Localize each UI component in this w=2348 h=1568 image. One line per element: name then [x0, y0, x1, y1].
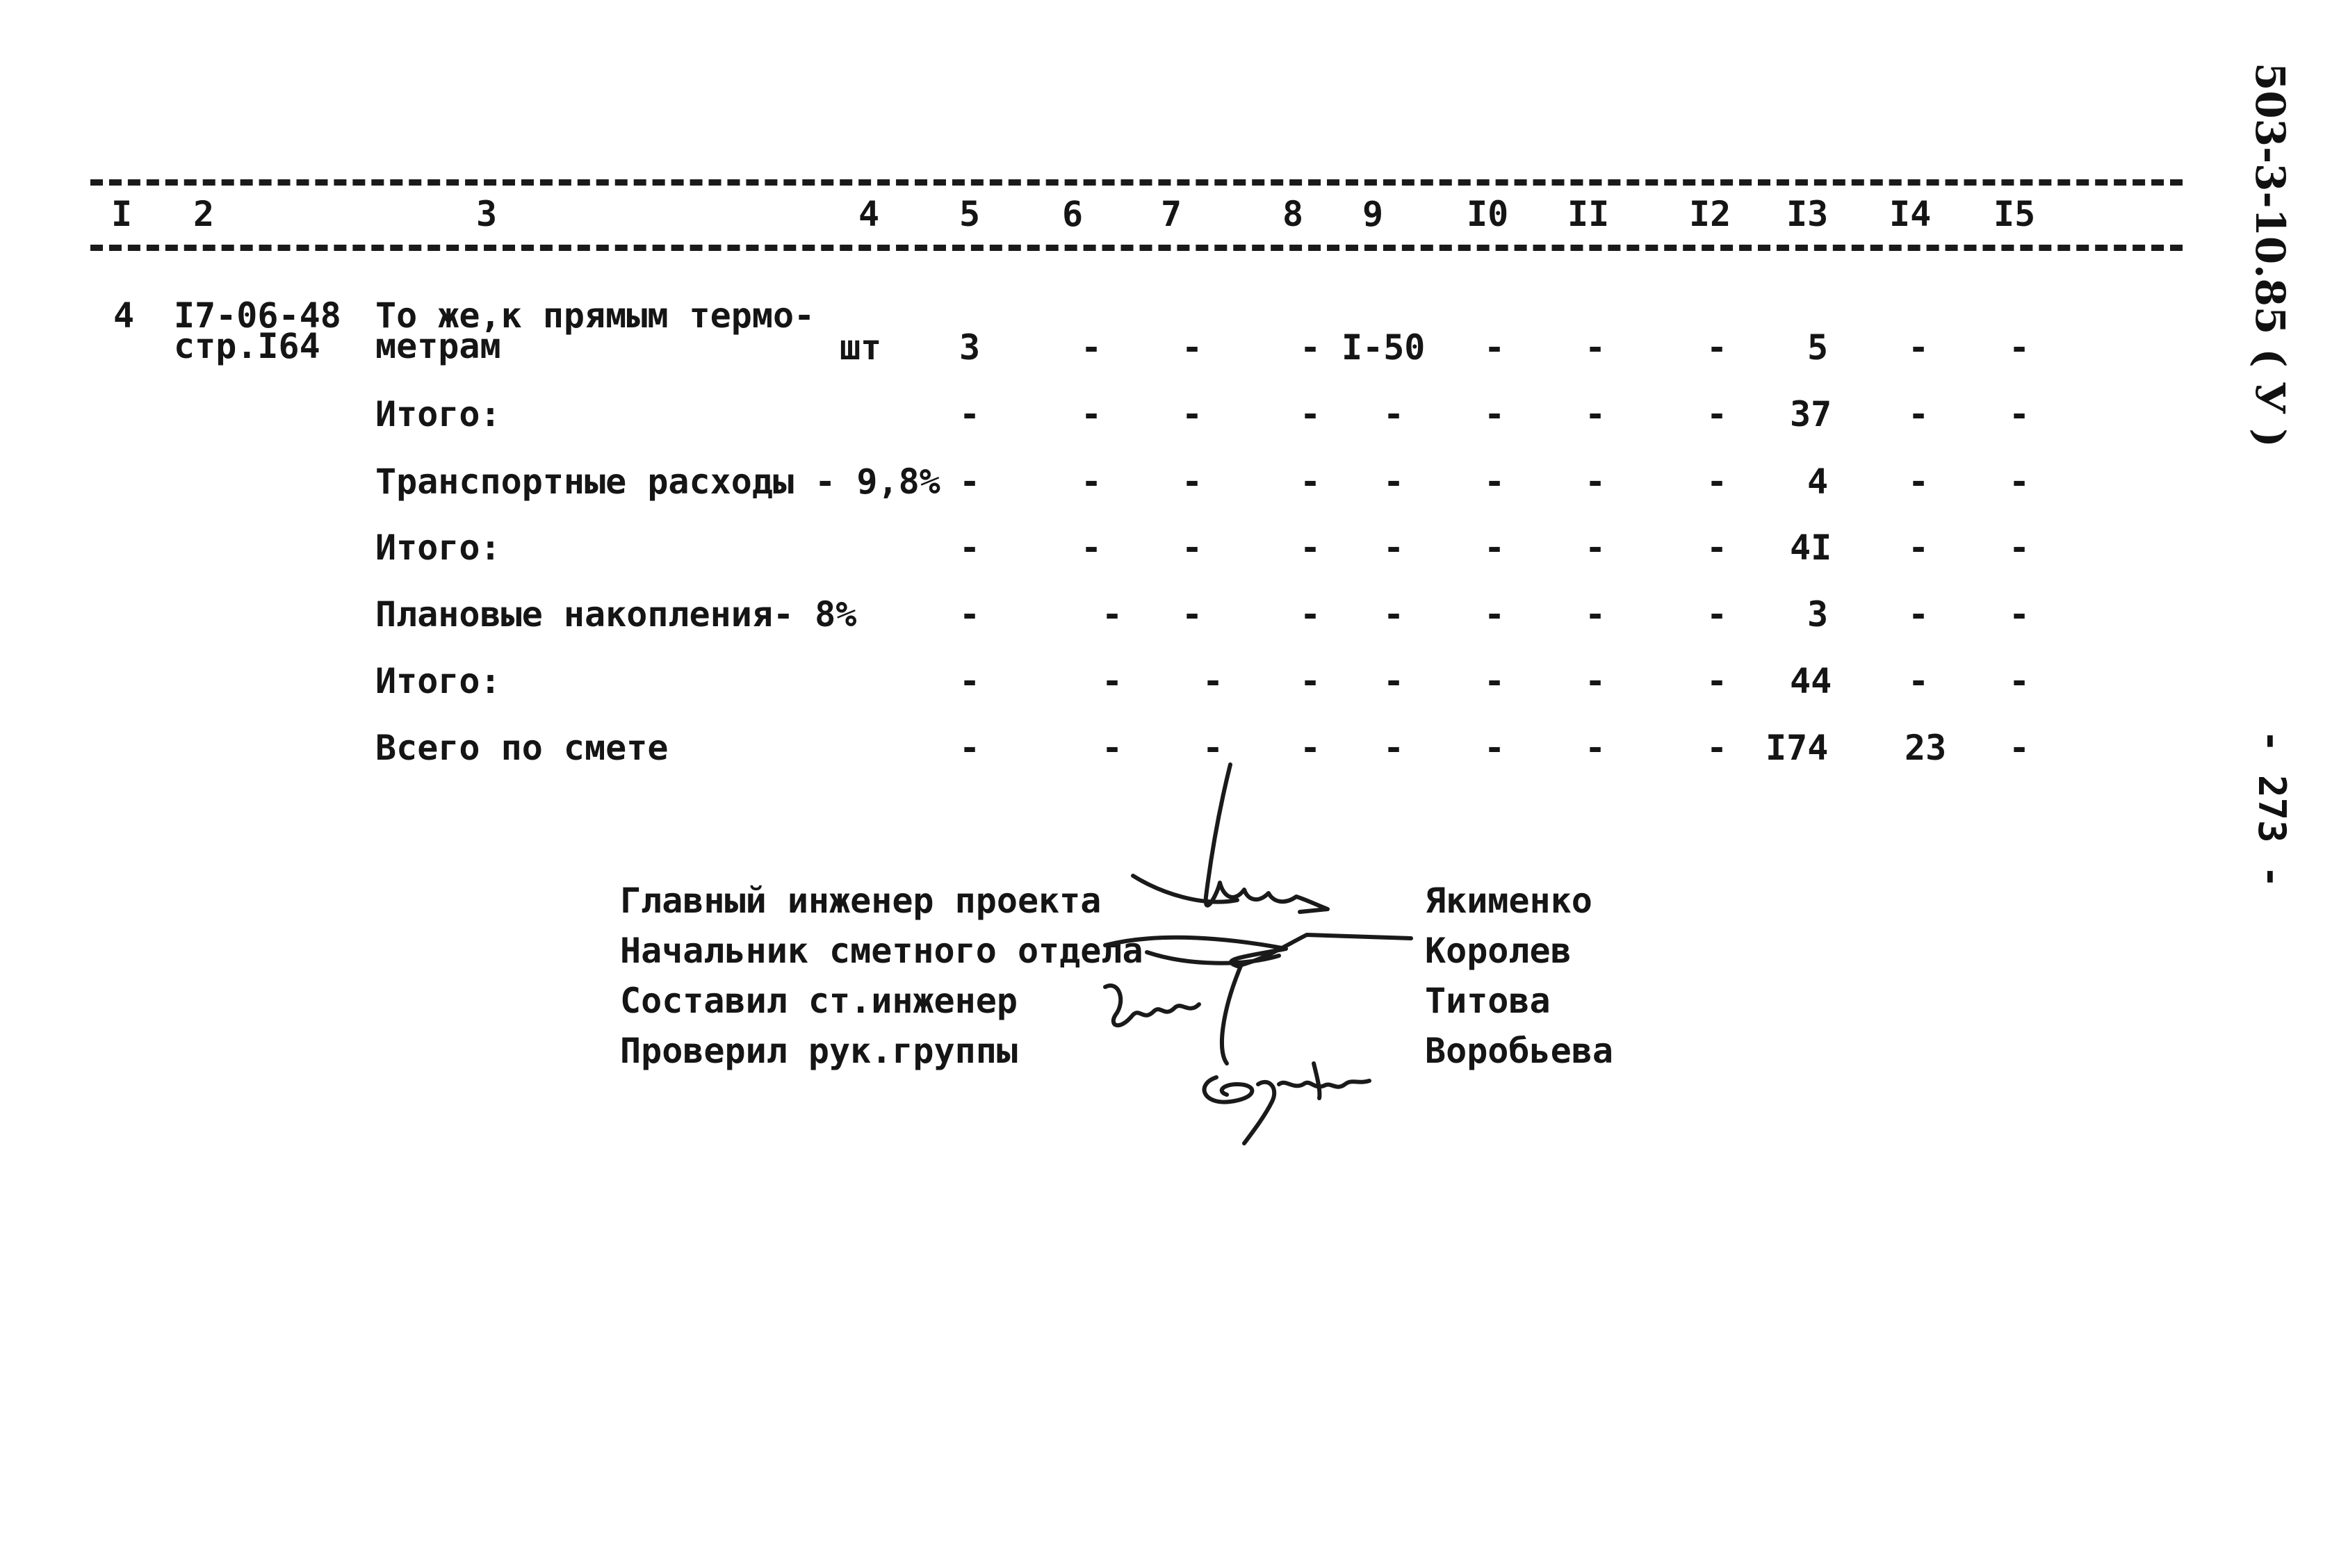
row-c10: - [1484, 661, 1506, 701]
header-col-12: I2 [1689, 194, 1731, 234]
header-col-11: II [1567, 194, 1610, 234]
row-c11: - [1585, 462, 1606, 502]
row-c7: - [1202, 661, 1224, 701]
item-c8: - [1300, 327, 1321, 368]
row-c12: - [1706, 528, 1728, 568]
signature-name: Титова [1425, 981, 1551, 1021]
signature-role: Главный инженер проекта [620, 881, 1102, 921]
row-c11: - [1585, 728, 1606, 768]
item-c7: - [1182, 327, 1203, 368]
item-c14: - [1908, 327, 1930, 368]
row-c14: 23 [1905, 728, 1947, 768]
page-number: - 273 - [2250, 730, 2294, 888]
row-c6: - [1081, 394, 1102, 434]
row-c9: - [1383, 594, 1405, 635]
signature-name: Королев [1425, 931, 1572, 971]
row-c9: - [1383, 728, 1405, 768]
row-c11: - [1585, 528, 1606, 568]
header-bottom-rule [90, 245, 2183, 251]
row-c13: 44 [1790, 661, 1832, 701]
row-c10: - [1484, 528, 1506, 568]
item-c11: - [1585, 327, 1606, 368]
item-c9: I-50 [1342, 327, 1426, 368]
row-c8: - [1300, 528, 1321, 568]
row-c6: - [1102, 594, 1123, 635]
row-c15: - [2009, 594, 2030, 635]
header-col-13: I3 [1786, 194, 1829, 234]
row-c5: - [959, 528, 981, 568]
row-c5: - [959, 728, 981, 768]
row-c10: - [1484, 462, 1506, 502]
row-c14: - [1908, 462, 1930, 502]
row-c12: - [1706, 661, 1728, 701]
row-c13: 37 [1790, 394, 1832, 434]
signature-role: Составил ст.инженер [620, 981, 1018, 1021]
item-c5: 3 [959, 327, 981, 368]
header-col-4: 4 [858, 194, 880, 234]
header-col-6: 6 [1062, 194, 1084, 234]
row-label: Плановые накопления- 8% [375, 594, 857, 635]
header-top-rule [90, 179, 2183, 186]
row-c9: - [1383, 462, 1405, 502]
row-c13: 3 [1807, 594, 1829, 635]
row-c7: - [1182, 528, 1203, 568]
header-col-2: 2 [193, 194, 215, 234]
row-c12: - [1706, 394, 1728, 434]
row-c15: - [2009, 728, 2030, 768]
header-col-14: I4 [1889, 194, 1932, 234]
row-c15: - [2009, 661, 2030, 701]
row-c5: - [959, 594, 981, 635]
item-page-ref: стр.I64 [174, 326, 320, 366]
header-col-8: 8 [1282, 194, 1304, 234]
row-c7: - [1202, 728, 1224, 768]
signature-role: Начальник сметного отдела [620, 931, 1143, 971]
row-c6: - [1081, 462, 1102, 502]
signature-role: Проверил рук.группы [620, 1031, 1018, 1071]
header-col-3: 3 [476, 194, 498, 234]
row-c8: - [1300, 594, 1321, 635]
row-c11: - [1585, 594, 1606, 635]
row-c15: - [2009, 528, 2030, 568]
row-c10: - [1484, 394, 1506, 434]
row-c7: - [1182, 594, 1203, 635]
row-c6: - [1102, 728, 1123, 768]
row-label: Итого: [375, 394, 501, 434]
row-c5: - [959, 462, 981, 502]
row-c5: - [959, 394, 981, 434]
item-code: I7-06-48 [174, 295, 341, 336]
row-c10: - [1484, 594, 1506, 635]
header-col-9: 9 [1362, 194, 1384, 234]
row-c8: - [1300, 462, 1321, 502]
row-c12: - [1706, 594, 1728, 635]
row-c10: - [1484, 728, 1506, 768]
row-c8: - [1300, 394, 1321, 434]
header-col-15: I5 [1994, 194, 2036, 234]
row-c14: - [1908, 528, 1930, 568]
row-c7: - [1182, 462, 1203, 502]
row-c15: - [2009, 462, 2030, 502]
row-c13: 4I [1790, 528, 1832, 568]
row-c8: - [1300, 728, 1321, 768]
item-description-cont: метрам [375, 326, 501, 366]
row-c9: - [1383, 661, 1405, 701]
row-c8: - [1300, 661, 1321, 701]
row-c5: - [959, 661, 981, 701]
row-c15: - [2009, 394, 2030, 434]
row-label: Итого: [375, 528, 501, 568]
signature-name: Якименко [1425, 881, 1592, 921]
header-col-7: 7 [1161, 194, 1182, 234]
row-c13: 4 [1807, 462, 1829, 502]
row-c12: - [1706, 462, 1728, 502]
row-c9: - [1383, 394, 1405, 434]
item-unit: шт [840, 327, 882, 368]
item-c6: - [1081, 327, 1102, 368]
row-c14: - [1908, 661, 1930, 701]
signature-name: Воробьева [1425, 1031, 1613, 1071]
header-col-5: 5 [959, 194, 981, 234]
row-label: Всего по смете [375, 728, 669, 768]
row-c13: I74 [1766, 728, 1829, 768]
row-c14: - [1908, 394, 1930, 434]
row-label: Итого: [375, 661, 501, 701]
header-col-1: I [111, 194, 133, 234]
row-c11: - [1585, 394, 1606, 434]
item-c10: - [1484, 327, 1506, 368]
row-label: Транспортные расходы - 9,8% [375, 462, 940, 502]
handwritten-signatures [1077, 758, 1439, 1147]
row-c7: - [1182, 394, 1203, 434]
item-c12: - [1706, 327, 1728, 368]
item-description: То же,к прямым термо- [375, 295, 815, 336]
row-c9: - [1383, 528, 1405, 568]
row-c6: - [1081, 528, 1102, 568]
document-code: 503-3-10.85 ( У ) [2247, 63, 2294, 448]
header-col-10: I0 [1467, 194, 1509, 234]
row-c14: - [1908, 594, 1930, 635]
row-c12: - [1706, 728, 1728, 768]
item-number: 4 [113, 295, 135, 336]
row-c11: - [1585, 661, 1606, 701]
item-c13: 5 [1807, 327, 1829, 368]
item-c15: - [2009, 327, 2030, 368]
row-c6: - [1102, 661, 1123, 701]
